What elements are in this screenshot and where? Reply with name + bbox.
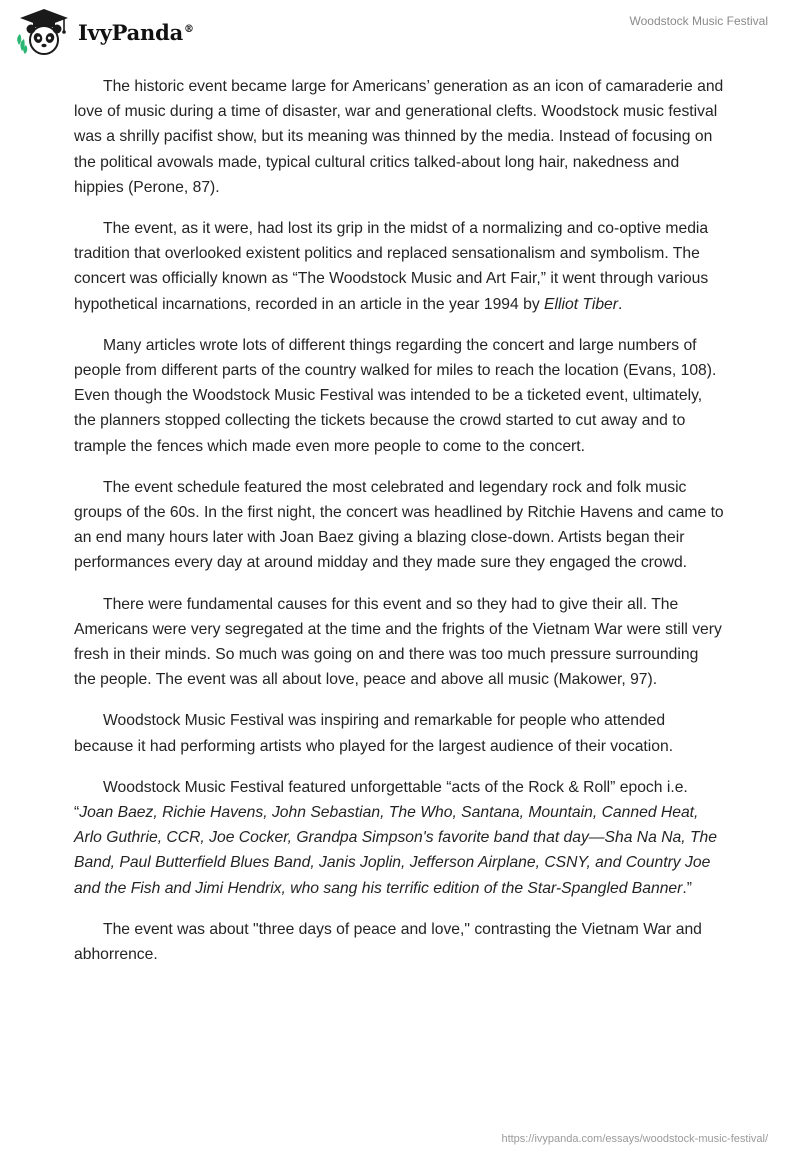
paragraph-text: The event was about "three days of peace and love," contrasting the Vietnam War and abhorrence. [74, 920, 702, 964]
body-paragraph [74, 592, 724, 693]
body-paragraph [74, 333, 724, 459]
paragraph-text: Many articles wrote lots of different things regarding the concert and large numbers of people from different parts of the country walked for miles to reach the location (Evans, 108). Even though the Woodstock Music Festival was intended to be a ticketed event, ultimately, the planners stopped collecting the tickets because the crowd started to cut away and to trample the fences which made even more people to come to the concert. [74, 336, 717, 455]
registered-mark: ® [184, 24, 194, 35]
panda-graduate-icon [14, 7, 74, 57]
source-url[interactable]: https://ivypanda.com/essays/woodstock-music-festival/ [501, 1133, 768, 1145]
body-paragraph [74, 74, 724, 200]
body-paragraph [74, 917, 724, 967]
italic-text: Joan Baez, Richie Havens, John Sebastian, The Who, Santana, Mountain, Canned Heat, Arlo Guthrie, CCR, Joe Cocker, Grandpa Simpson's favorite band that day—Sha Na Na, The Band, Paul Butterfield Blues Band, Janis Joplin, Jefferson Airplane, CSNY, and Country Joe and the Fish and Jimi Hendrix, who sang his terrific edition of the Star-Spangled Banner [74, 804, 718, 897]
page-header [0, 0, 800, 70]
paragraph-text: The event, as it were, had lost its grip in the midst of a normalizing and co-optive media tradition that overlooked existent politics and replaced sensationalism and symbolism. The concert was officially known as “The Woodstock Music and Art Fair,” it went through various hypothetical incarnations, recorded in an article in the year 1994 by [74, 220, 709, 313]
essay-body [74, 74, 724, 983]
italic-text: Elliot Tiber [544, 295, 619, 313]
body-paragraph [74, 216, 724, 317]
body-paragraph [74, 708, 724, 758]
paragraph-text: Woodstock Music Festival was inspiring and remarkable for people who attended because it had performing artists who played for the largest audience of their vocation. [74, 712, 674, 755]
document-title: Woodstock Music Festival [629, 14, 768, 28]
paragraph-text: . [618, 295, 623, 313]
paragraph-text: Woodstock Music Festival featured unforgettable “acts of the Rock & Roll” epoch i.e. “ [74, 778, 688, 822]
paragraph-text: The historic event became large for Americans’ generation as an icon of camaraderie and love of music during a time of disaster, war and generational clefts. Woodstock music festival was a shrilly pacifist show, but its meaning was thinned by the media. Instead of focusing on the political avowals made, typical cultural critics talked-about long hair, nakedness and hippies (Perone, 87). [74, 78, 724, 196]
ivypanda-logo[interactable] [14, 7, 244, 59]
body-paragraph [74, 475, 724, 576]
paragraph-text: There were fundamental causes for this event and so they had to give their all. The Americans were very segregated at the time and the frights of the Vietnam War were still very fresh in their minds. So much was going on and there was too much pressure surrounding the people. The event was all about love, peace and above all music (Makower, 97). [74, 595, 722, 689]
logo-wordmark: IvyPanda® [78, 20, 194, 45]
paragraph-text: The event schedule featured the most celebrated and legendary rock and folk music groups of the 60s. In the first night, the concert was headlined by Ritchie Havens and came to an end many hours later with Joan Baez giving a blazing close-down. Artists began their performances every day at around midday and they made sure they engaged the crowd. [74, 478, 724, 572]
body-paragraph [74, 775, 724, 901]
paragraph-text: .” [682, 879, 692, 897]
